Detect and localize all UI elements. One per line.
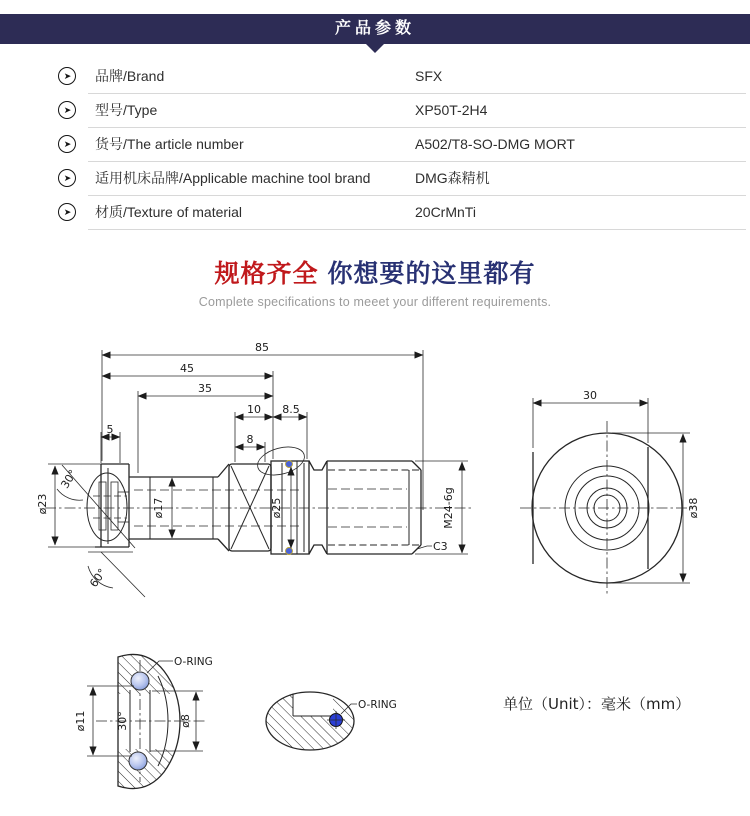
dim-8-5: 8.5 xyxy=(282,403,300,416)
dim-45: 45 xyxy=(180,362,194,375)
row-label: 型号/Type xyxy=(95,102,158,118)
row-label: 适用机床品牌/Applicable machine tool brand xyxy=(95,170,371,186)
dim-dia8: ø8 xyxy=(179,714,192,728)
row-value: XP50T-2H4 xyxy=(415,102,488,118)
row-value: A502/T8-SO-DMG MORT xyxy=(415,136,575,152)
oring-label: O-RING xyxy=(174,656,213,668)
technical-drawing xyxy=(0,330,750,816)
row-value: DMG森精机 xyxy=(415,170,490,186)
circle-arrow-right-icon: ➤ xyxy=(58,135,76,153)
oring-detail-left xyxy=(74,654,213,788)
dim-dia25: ø25 xyxy=(270,497,283,519)
promo-heading xyxy=(0,254,750,309)
dim-dia38: ø38 xyxy=(687,497,700,519)
dim-angle-30: 30° xyxy=(58,467,80,491)
table-row xyxy=(0,128,750,162)
oring-detail-mid xyxy=(266,691,397,750)
row-label: 材质/Texture of material xyxy=(95,204,243,220)
dim-angle-60: 60° xyxy=(87,566,110,590)
main-view xyxy=(36,341,472,597)
oring-top xyxy=(131,672,149,690)
section-header-band xyxy=(0,14,750,44)
unit-note: 单位（Unit）：毫米（mm） xyxy=(503,695,691,713)
dim-30: 30 xyxy=(583,389,597,402)
oring-marker-top xyxy=(286,461,293,468)
table-row xyxy=(0,60,750,94)
dim-10: 10 xyxy=(247,403,261,416)
oring-bottom xyxy=(129,752,147,770)
promo-title-navy: 你想要的这里都有 xyxy=(327,260,536,288)
dim-dia11: ø11 xyxy=(74,710,87,732)
spec-table xyxy=(0,60,750,230)
oring-label: O-RING xyxy=(358,699,397,711)
circle-arrow-right-icon: ➤ xyxy=(58,101,76,119)
dim-5: 5 xyxy=(106,423,114,436)
dim-35: 35 xyxy=(198,382,212,395)
dim-85: 85 xyxy=(255,341,269,354)
dim-dia23: ø23 xyxy=(36,493,49,515)
oring-marker-bottom xyxy=(286,548,293,555)
circle-arrow-right-icon: ➤ xyxy=(58,169,76,187)
row-value: 20CrMnTi xyxy=(415,204,476,220)
row-label: 品牌/Brand xyxy=(95,68,165,84)
table-row xyxy=(0,94,750,128)
circle-arrow-right-icon: ➤ xyxy=(58,203,76,221)
promo-title-red: 规格齐全 xyxy=(214,260,319,288)
dim-chamfer-c3: C3 xyxy=(433,540,448,553)
dim-8: 8 xyxy=(246,433,254,446)
band-pointer-triangle xyxy=(366,44,384,53)
dim-dia17: ø17 xyxy=(152,497,165,519)
row-label: 货号/The article number xyxy=(95,136,244,152)
table-row xyxy=(0,162,750,196)
section-title: 产品参数 xyxy=(334,20,415,37)
end-view xyxy=(520,389,700,596)
row-value: SFX xyxy=(415,68,443,84)
circle-arrow-right-icon: ➤ xyxy=(58,67,76,85)
dim-angle-30-detail: 30° xyxy=(116,711,129,731)
dim-thread: M24-6g xyxy=(442,487,455,529)
promo-subtitle: Complete specifications to meeet your different requirements. xyxy=(198,295,552,309)
table-row xyxy=(0,196,750,230)
